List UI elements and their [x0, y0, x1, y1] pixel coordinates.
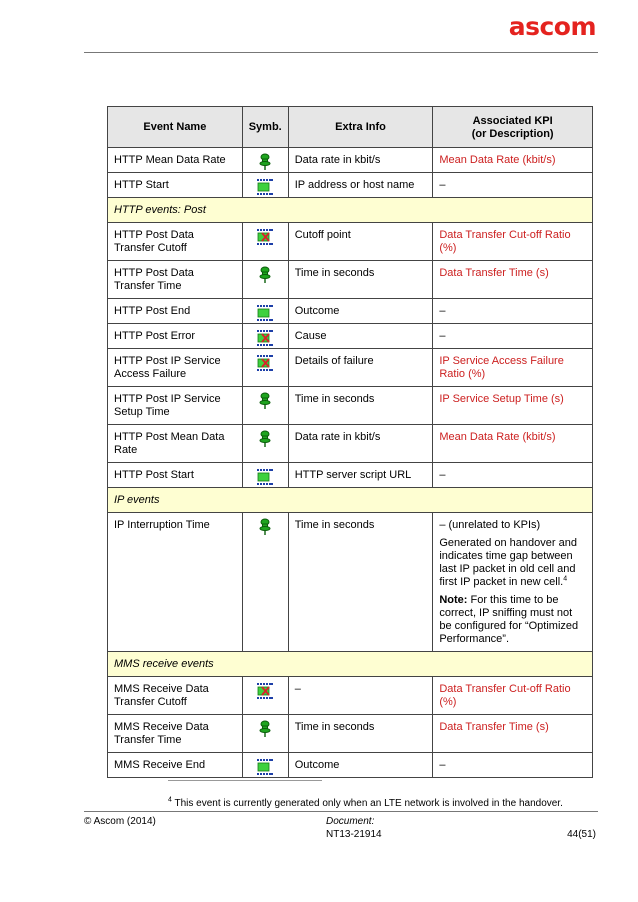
footer-page-number: 44(51) [567, 829, 596, 840]
footnote-divider [168, 780, 322, 781]
extra-info-cell: Data rate in kbit/s [288, 425, 433, 463]
col-kpi [433, 107, 593, 148]
col-kpi-line2: (or Description) [471, 127, 554, 140]
table-row [108, 513, 593, 652]
table-body [108, 148, 593, 778]
symbol-cell [242, 349, 288, 387]
kpi-description-text: Generated on handover and indicates time gap between last IP packet in old cell and first IP packet in new cell. [439, 537, 577, 588]
section-title: IP events [108, 488, 593, 513]
table-row [108, 715, 593, 753]
event-name-cell: HTTP Start [108, 173, 243, 198]
kpi-cell [433, 223, 593, 261]
symbol-cell [242, 463, 288, 488]
kpi-note [439, 594, 586, 646]
symbol-cell [242, 324, 288, 349]
kpi-value: Mean Data Rate (kbit/s) [439, 154, 556, 166]
start-icon [256, 178, 274, 194]
table-row [108, 223, 593, 261]
kpi-value: – [439, 179, 446, 191]
ascom-logo: ascom [508, 12, 596, 41]
table-row [108, 387, 593, 425]
footnote [168, 798, 563, 809]
event-name-cell: HTTP Mean Data Rate [108, 148, 243, 173]
header-divider [84, 52, 598, 53]
kpi-value: Data Transfer Time (s) [439, 267, 549, 279]
event-name-cell: HTTP Post IP Service Access Failure [108, 349, 243, 387]
cutoff-icon [256, 682, 274, 698]
table-row [108, 173, 593, 198]
kpi-cell [433, 387, 593, 425]
kpi-cell [433, 677, 593, 715]
extra-info-cell: Outcome [288, 299, 433, 324]
table-row [108, 463, 593, 488]
kpi-table [107, 106, 593, 778]
extra-info-cell: – [288, 677, 433, 715]
pin-icon [256, 153, 274, 169]
extra-info-cell: IP address or host name [288, 173, 433, 198]
cutoff-icon [256, 354, 274, 370]
extra-info-cell: Time in seconds [288, 513, 433, 652]
section-row [108, 198, 593, 223]
table-row [108, 148, 593, 173]
table-row [108, 677, 593, 715]
kpi-value: – [439, 759, 446, 771]
kpi-cell [433, 324, 593, 349]
extra-info-cell: Details of failure [288, 349, 433, 387]
pin-icon [256, 430, 274, 446]
extra-info-cell: Time in seconds [288, 715, 433, 753]
col-symb: Symb. [242, 107, 288, 148]
symbol-cell [242, 299, 288, 324]
extra-info-cell: Cutoff point [288, 223, 433, 261]
event-name-cell: HTTP Post IP Service Setup Time [108, 387, 243, 425]
extra-info-cell: Cause [288, 324, 433, 349]
event-name-cell: HTTP Post End [108, 299, 243, 324]
event-name-cell: HTTP Post Data Transfer Cutoff [108, 223, 243, 261]
event-name-cell: HTTP Post Data Transfer Time [108, 261, 243, 299]
start-icon [256, 468, 274, 484]
table-row [108, 753, 593, 778]
kpi-value: Mean Data Rate (kbit/s) [439, 431, 556, 443]
event-name-cell: HTTP Post Error [108, 324, 243, 349]
kpi-cell [433, 173, 593, 198]
symbol-cell [242, 677, 288, 715]
extra-info-cell: Outcome [288, 753, 433, 778]
kpi-value: IP Service Setup Time (s) [439, 393, 564, 405]
kpi-value: Data Transfer Cut-off Ratio (%) [439, 229, 571, 254]
kpi-value: Data Transfer Time (s) [439, 721, 549, 733]
section-row [108, 652, 593, 677]
note-label: Note: [439, 594, 468, 606]
extra-info-cell: Time in seconds [288, 261, 433, 299]
pin-icon [256, 720, 274, 736]
footer-divider [84, 811, 598, 812]
kpi-description [439, 537, 586, 589]
col-kpi-line1: Associated KPI [472, 114, 553, 127]
kpi-value: Data Transfer Cut-off Ratio (%) [439, 683, 571, 708]
extra-info-cell: Time in seconds [288, 387, 433, 425]
symbol-cell [242, 387, 288, 425]
start-icon [256, 304, 274, 320]
table-row [108, 261, 593, 299]
symbol-cell [242, 261, 288, 299]
event-name-cell: IP Interruption Time [108, 513, 243, 652]
kpi-value: – [439, 305, 446, 317]
kpi-value: – [439, 330, 446, 342]
footnote-text: This event is currently generated only when an LTE network is involved in the handover. [171, 798, 563, 809]
kpi-cell [433, 513, 593, 652]
symbol-cell [242, 173, 288, 198]
col-event-name: Event Name [108, 107, 243, 148]
footer-copyright: © Ascom (2014) [84, 816, 156, 827]
event-name-cell: MMS Receive Data Transfer Cutoff [108, 677, 243, 715]
cutoff-icon [256, 329, 274, 345]
kpi-cell [433, 148, 593, 173]
event-name-cell: MMS Receive End [108, 753, 243, 778]
footer-doc-label: Document: [326, 816, 375, 827]
extra-info-cell: Data rate in kbit/s [288, 148, 433, 173]
symbol-cell [242, 223, 288, 261]
kpi-cell [433, 349, 593, 387]
extra-info-cell: HTTP server script URL [288, 463, 433, 488]
symbol-cell [242, 513, 288, 652]
section-row [108, 488, 593, 513]
table-row [108, 324, 593, 349]
pin-icon [256, 392, 274, 408]
kpi-cell [433, 753, 593, 778]
section-title: MMS receive events [108, 652, 593, 677]
table-row [108, 425, 593, 463]
kpi-cell [433, 715, 593, 753]
footer-doc-id: NT13-21914 [326, 829, 382, 840]
kpi-value: IP Service Access Failure Ratio (%) [439, 355, 564, 380]
note-text: For this time to be correct, IP sniffing must not be configured for “Optimized Performance”. [439, 594, 579, 645]
event-name-cell: MMS Receive Data Transfer Time [108, 715, 243, 753]
footnote-number: 4 [168, 796, 172, 804]
kpi-cell [433, 261, 593, 299]
symbol-cell [242, 425, 288, 463]
symbol-cell [242, 715, 288, 753]
pin-icon [256, 518, 274, 534]
kpi-cell [433, 425, 593, 463]
table-row [108, 299, 593, 324]
kpi-text: – (unrelated to KPIs) [439, 519, 541, 531]
start-icon [256, 758, 274, 774]
kpi-cell [433, 463, 593, 488]
pin-icon [256, 266, 274, 282]
footnote-ref: 4 [563, 575, 568, 583]
event-name-cell: HTTP Post Start [108, 463, 243, 488]
kpi-cell [433, 299, 593, 324]
cutoff-icon [256, 228, 274, 244]
kpi-value: – [439, 469, 446, 481]
col-extra-info: Extra Info [288, 107, 433, 148]
event-name-cell: HTTP Post Mean Data Rate [108, 425, 243, 463]
table-row [108, 349, 593, 387]
section-title: HTTP events: Post [108, 198, 593, 223]
table-header-row [108, 107, 593, 148]
symbol-cell [242, 148, 288, 173]
symbol-cell [242, 753, 288, 778]
